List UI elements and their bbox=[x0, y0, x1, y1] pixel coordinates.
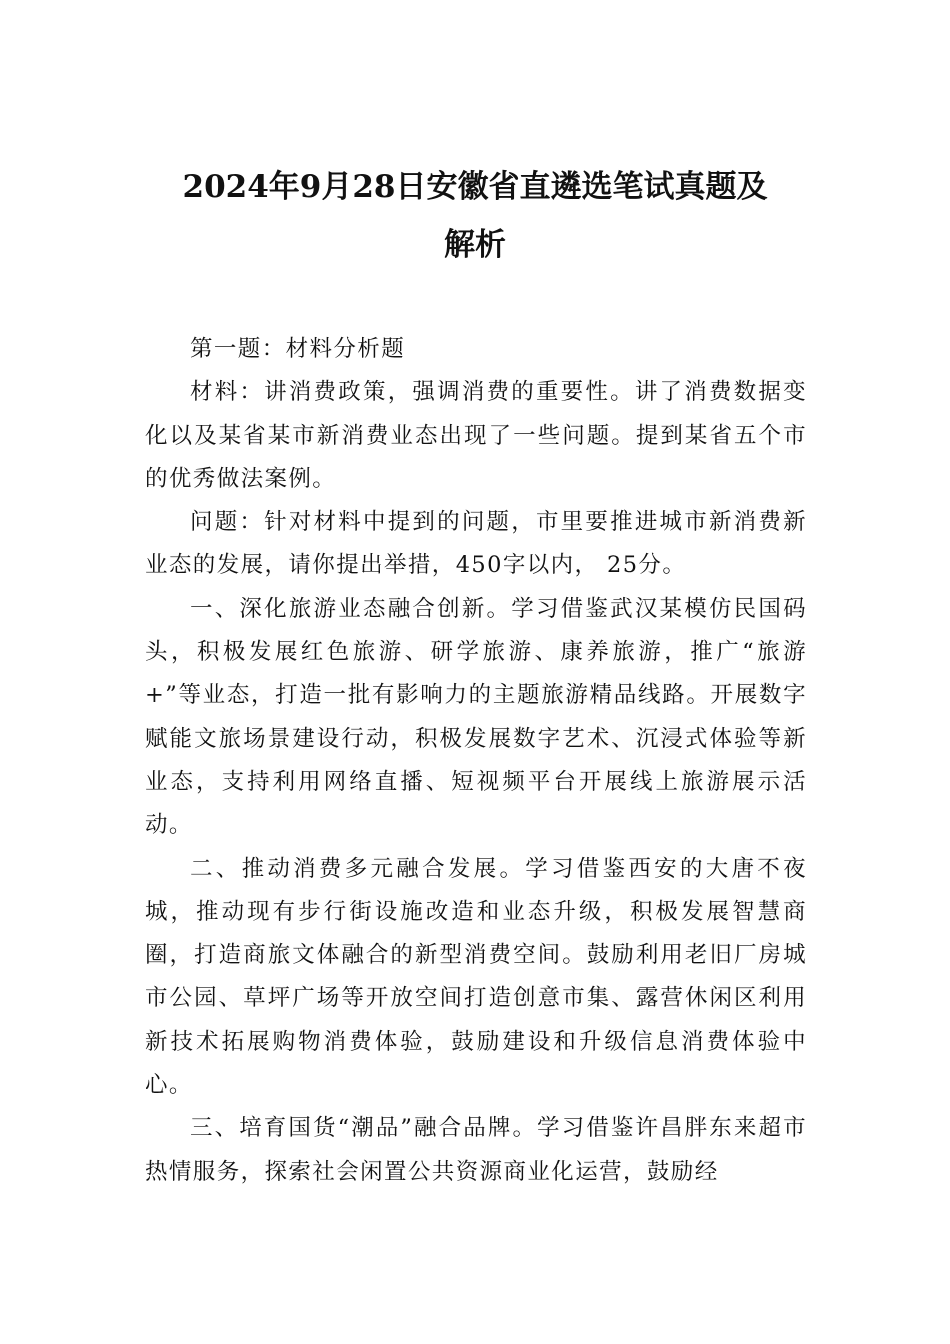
title-line-2: 解析 bbox=[444, 227, 506, 263]
paragraph-question-heading: 第一题：材料分析题 bbox=[190, 336, 406, 362]
paragraph-point-1: 一、深化旅游业态融合创新。学习借鉴武汉某模仿民国码头，积极发展红色旅游、研学旅游、康养旅游，推广“旅游+”等业态，打造一批有影响力的主题旅游精品线路。开展数字赋能文旅场景建设行动，积极发展数字艺术、沉浸式体验等新业态，支持利用网络直播、短视频平台开展线上旅游展示活动。 bbox=[145, 595, 807, 839]
paragraph-point-2: 二、推动消费多元融合发展。学习借鉴西安的大唐不夜城，推动现有步行街设施改造和业态升级，积极发展智慧商圈，打造商旅文体融合的新型消费空间。鼓励利用老旧厂房城市公园、草坪广场等开放空间打造创意市集、露营休闲区利用新技术拓展购物消费体验，鼓励建设和升级信息消费体验中心。 bbox=[145, 855, 807, 1099]
document-title bbox=[140, 158, 810, 274]
paragraph-question: 问题：针对材料中提到的问题，市里要推进城市新消费新业态的发展，请你提出举措，450字以内， 25分。 bbox=[145, 509, 807, 579]
document-body bbox=[145, 328, 807, 1194]
paragraph-point-3: 三、培育国货“潮品”融合品牌。学习借鉴许昌胖东来超市热情服务，探索社会闲置公共资源商业化运营，鼓励经 bbox=[145, 1115, 807, 1185]
title-line-1: 2024年9月28日安徽省直遴选笔试真题及 bbox=[182, 169, 768, 205]
paragraph-material: 材料：讲消费政策，强调消费的重要性。讲了消费数据变化以及某省某市新消费业态出现了一些问题。提到某省五个市的优秀做法案例。 bbox=[145, 379, 807, 492]
